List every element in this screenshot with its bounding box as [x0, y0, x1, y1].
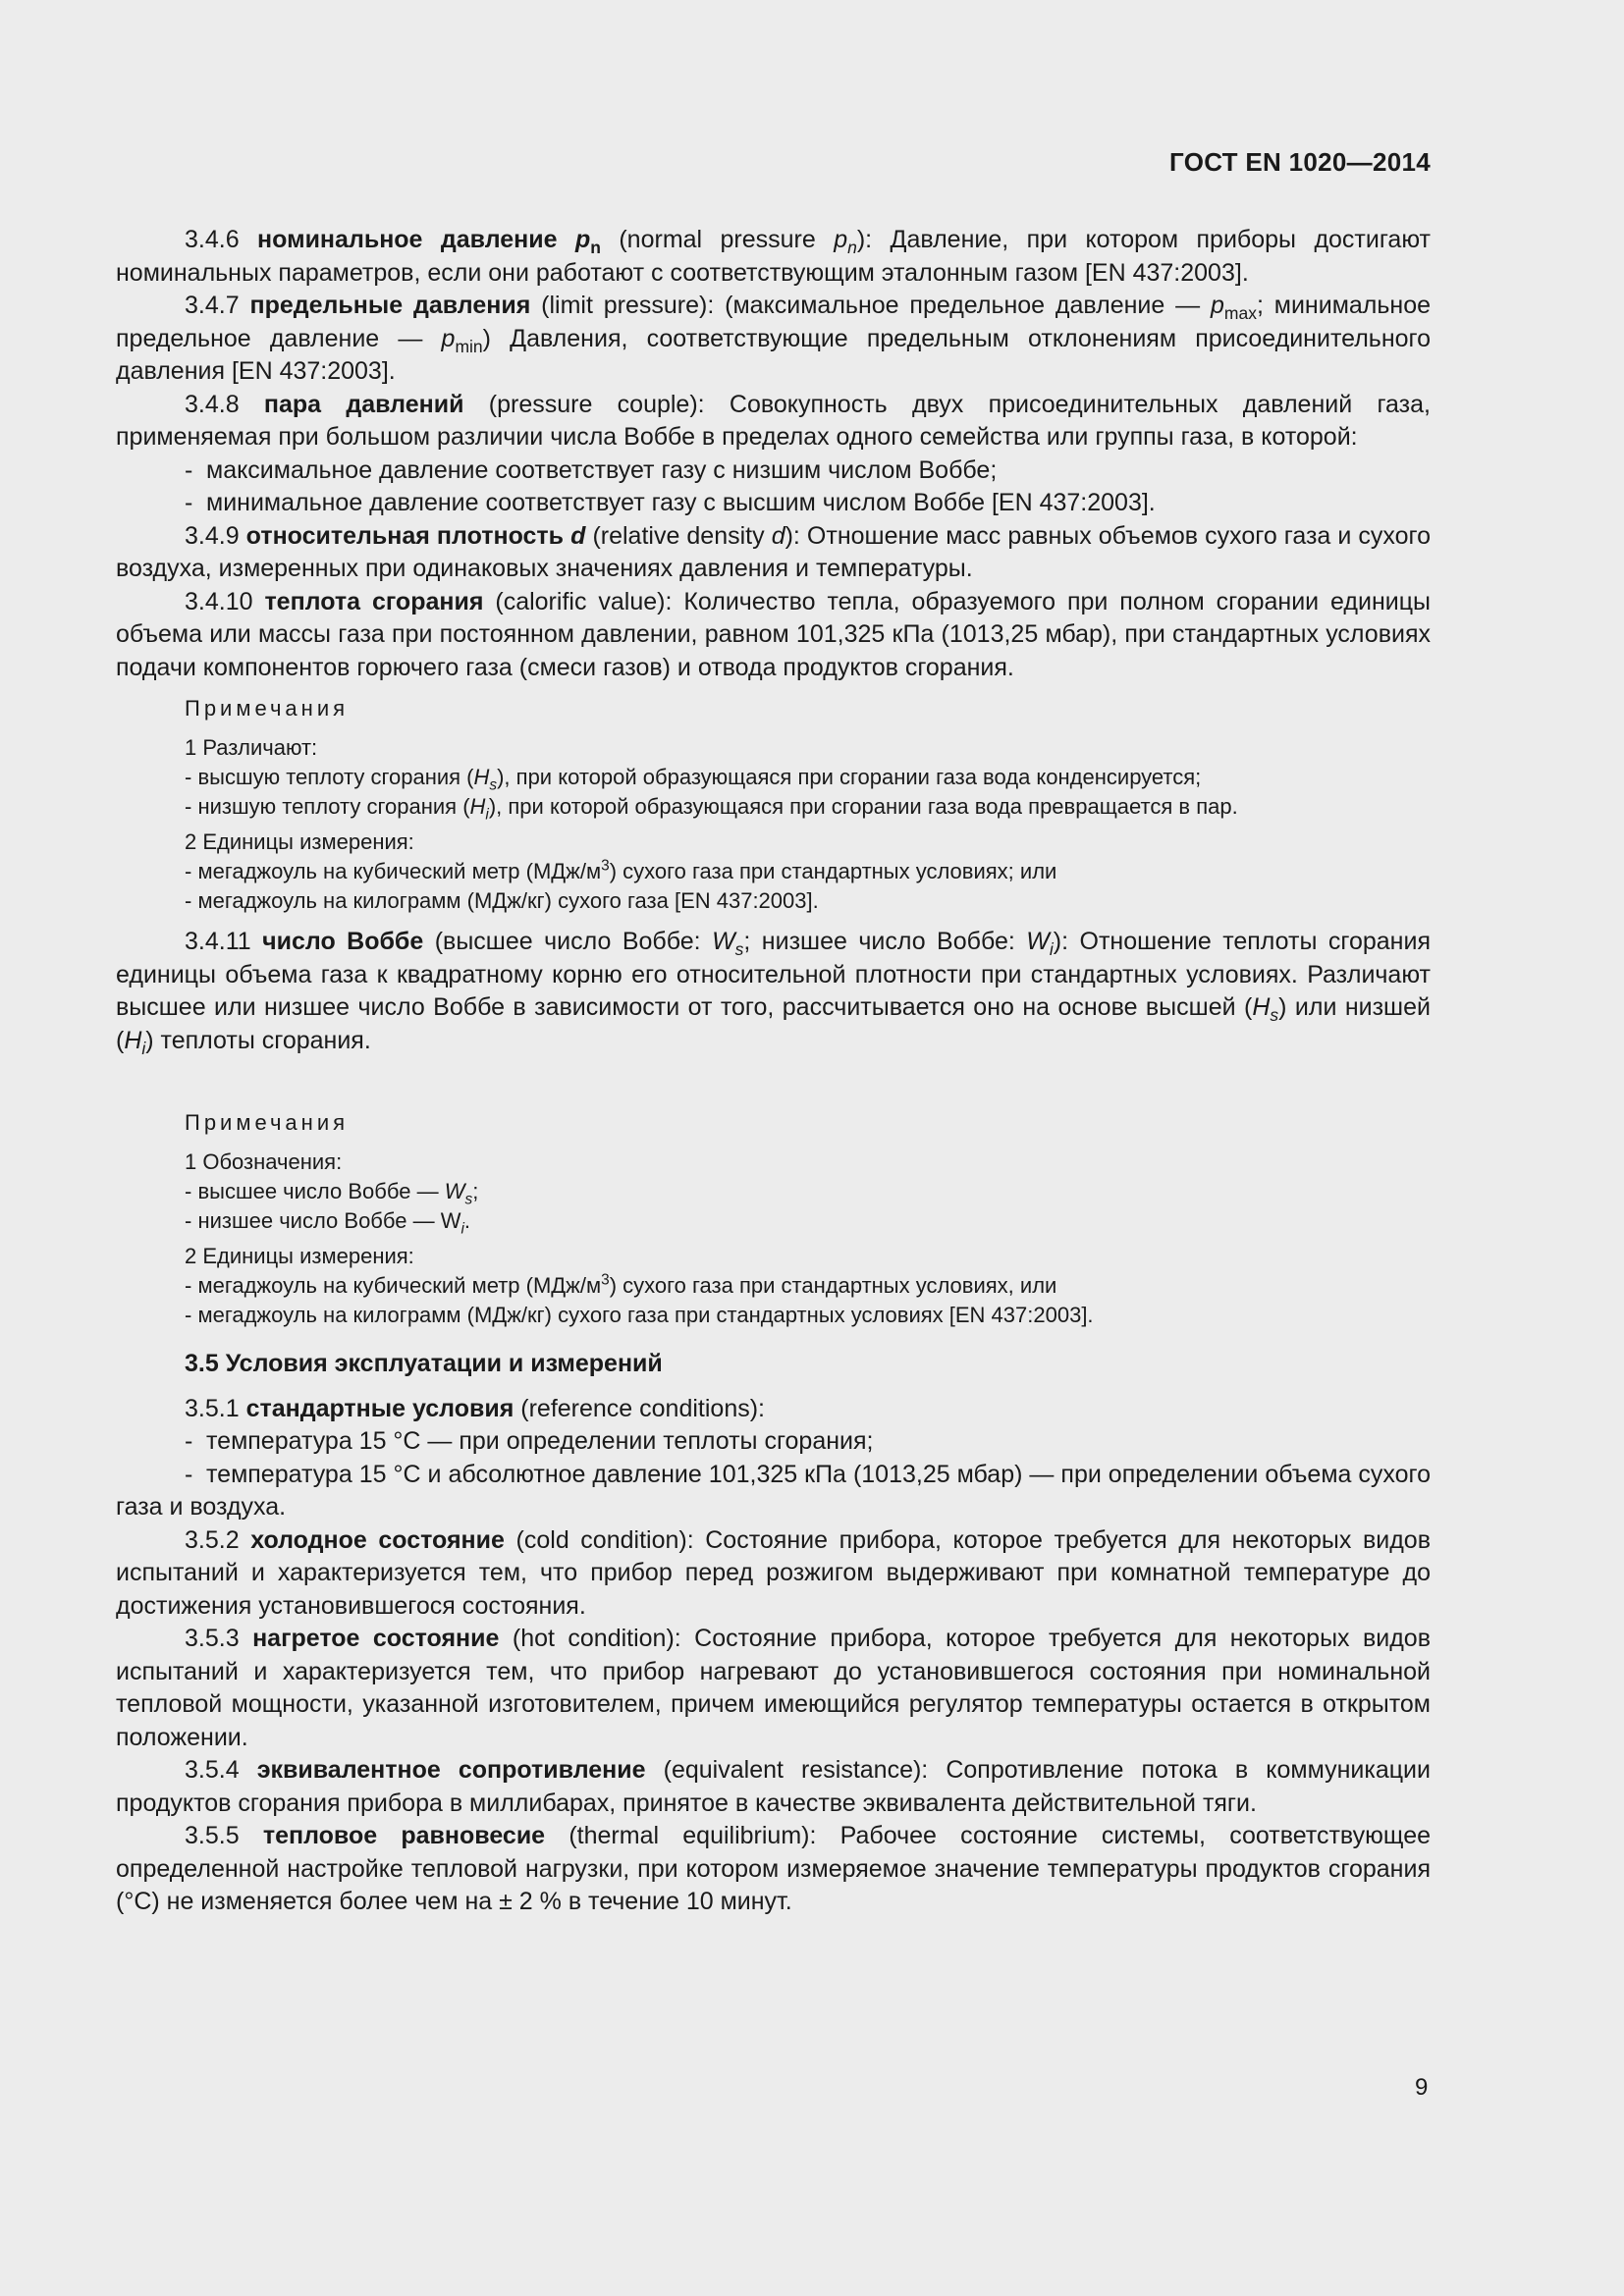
- clause-3-4-11: 3.4.11 число Воббе (высшее число Воббе: $W_s$; низшее число Воббе: $W_i$): Отношение теплоты сгорания единицы объема газа к квадратному корню его относительной плотности при стандартных условиях. Различают высшее или низшее число Воббе в зависимости от того, рассчитывается оно на основе высшей $(H_s)$ или низшей $(H_i)$ теплоты сгорания.: [116, 928, 1431, 1058]
- notes-block: Примечания 1 Различают: - высшую теплоту сгорания $(H_s)$, при которой образующаяся при сгорании газа вода конденсируется; - низшую теплоту сгорания $(H_i)$, при которой образующаяся при сгорании газа вода превращается в пар. 2 Единицы измерения: - мегаджоуль на кубический метр $(МДж/м^3)$ сухого газа при стандартных условиях; или - мегаджоуль на килограмм (МДж/кг) сухого газа [EN 437:2003].: [185, 694, 1431, 916]
- document-body: [116, 224, 1431, 1919]
- list-item: - мегаджоуль на кубический метр $(МДж/м^3)$ сухого газа при стандартных условиях; или: [185, 857, 1057, 883]
- list-item: - высшее число Воббе — $W_s$;: [185, 1179, 479, 1208]
- clause-3-5-1: 3.5.1 стандартные условия (reference conditions):: [185, 1394, 765, 1422]
- list-item: - низшее число Воббе — $W_i$.: [185, 1208, 471, 1238]
- notes-title: Примечания: [185, 696, 350, 721]
- clause-3-4-7: 3.4.7 предельные давления (limit pressure): (максимальное предельное давление — $p_{max}$; минимальное предельное давление — $p_{min}$) Давления, соответствующие предельным отклонениям присоединительного давления [EN 437:2003].: [116, 292, 1432, 385]
- standard-header: ГОСТ EN 1020—2014: [1169, 147, 1431, 177]
- list-item: - температура 15 °С и абсолютное давление 101,325 кПа (1013,25 мбар) — при определении объема сухого газа и воздуха.: [116, 1460, 1431, 1521]
- clause-3-4-6: 3.4.6 номинальное давление $p_n$ (normal pressure $p_n$): Давление, при котором приборы достигают номинальных параметров, если они работают с соответствующим эталонным газом [EN 437:2003].: [116, 226, 1431, 287]
- clause-3-5-5: 3.5.5 тепловое равновесие (thermal equilibrium): Рабочее состояние системы, соответствующее определенной настройке тепловой нагрузки, при котором измеряемое значение температуры продуктов сгорания (°С) не изменяется более чем на ± 2 % в течение 10 минут.: [116, 1822, 1432, 1915]
- list-item: - мегаджоуль на кубический метр $(МДж/м^3)$ сухого газа при стандартных условиях, или: [185, 1271, 1057, 1298]
- clause-3-5-4: 3.5.4 эквивалентное сопротивление (equivalent resistance): Сопротивление потока в коммуникации продуктов сгорания прибора в миллибарах, принятое в качестве эквивалента действительной тяги.: [116, 1756, 1431, 1817]
- clause-3-5-3: 3.5.3 нагретое состояние (hot condition): Состояние прибора, которое требуется для некоторых видов испытаний и характеризуется тем, что прибор нагревают до установившегося состояния при номинальной тепловой мощности, указанной изготовителем, причем имеющийся регулятор температуры остается в открытом положении.: [116, 1625, 1431, 1751]
- list-item: - температура 15 °С — при определении теплоты сгорания;: [185, 1427, 874, 1455]
- page-number: 9: [1415, 2074, 1429, 2101]
- clause-3-4-8: 3.4.8 пара давлений (pressure couple): Совокупность двух присоединительных давлений газа, применяемая при большом различии числа Воббе в пределах одного семейства или группы газа, в которой:: [116, 390, 1431, 451]
- section-heading: 3.5 Условия эксплуатации и измерений: [185, 1350, 663, 1377]
- clause-3-5-2: 3.5.2 холодное состояние (cold condition): Состояние прибора, которое требуется для некоторых видов испытаний и характеризуется тем, что прибор перед розжигом выдерживают при комнатной температуре до достижения установившегося состояния.: [116, 1525, 1431, 1620]
- list-item: - мегаджоуль на килограмм (МДж/кг) сухого газа [EN 437:2003].: [185, 888, 819, 913]
- list-item: - минимальное давление соответствует газу с высшим числом Воббе [EN 437:2003].: [185, 489, 1156, 516]
- clause-3-4-10: 3.4.10 теплота сгорания (calorific value): Количество тепла, образуемого при полном сгорании единицы объема или массы газа при постоянном давлении, равном 101,325 кПа (1013,25 мбар), при стандартных условиях подачи компонентов горючего газа (смеси газов) и отвода продуктов сгорания.: [116, 587, 1432, 681]
- notes-block: Примечания 1 Обозначения: - высшее число Воббе — $W_s$; - низшее число Воббе — $W_i$. 2 Единицы измерения: - мегаджоуль на кубический метр $(МДж/м^3)$ сухого газа при стандартных условиях, или - мегаджоуль на килограмм (МДж/кг) сухого газа при стандартных условиях [EN 437:2003].: [185, 1108, 1431, 1330]
- list-item: - высшую теплоту сгорания $(H_s)$, при которой образующаяся при сгорании газа вода конденсируется;: [185, 765, 1202, 794]
- list-item: - низшую теплоту сгорания $(H_i)$, при которой образующаяся при сгорании газа вода превращается в пар.: [185, 794, 1238, 824]
- clause-3-4-9: 3.4.9 относительная плотность d (relative density d): Отношение масс равных объемов сухого газа и сухого воздуха, измеренных при одинаковых значениях давления и температуры.: [116, 521, 1432, 582]
- list-item: - мегаджоуль на килограмм (МДж/кг) сухого газа при стандартных условиях [EN 437:2003].: [185, 1303, 1094, 1327]
- notes-title: Примечания: [185, 1110, 350, 1135]
- list-item: - максимальное давление соответствует газу с низшим числом Воббе;: [185, 455, 998, 484]
